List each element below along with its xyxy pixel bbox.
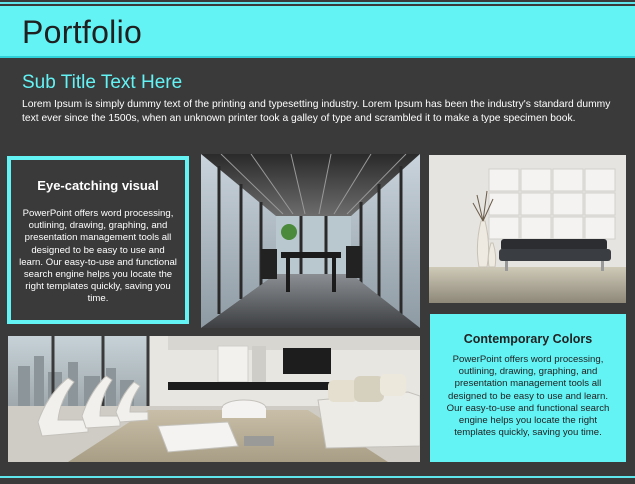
living-room-photo bbox=[8, 336, 420, 462]
card-body: PowerPoint offers word processing, outlining, drawing, graphing, and presentation management tools all designed to be easy to use and learn. Our easy-to-use and functional search engine helps you locate the right templates quickly, saving you time. bbox=[19, 208, 177, 305]
office-interior-photo bbox=[201, 154, 420, 328]
intro-paragraph: Lorem Ipsum is simply dummy text of the printing and typesetting industry. Lorem Ipsum has been the industry's standard dummy text ever since the 1500s, when an unknown printer took a galley of type and scrambled it to make a type specimen book. bbox=[22, 99, 611, 124]
top-accent-line bbox=[0, 2, 635, 4]
card-title: Contemporary Colors bbox=[463, 332, 593, 346]
card-body: PowerPoint offers word processing, outlining, drawing, graphing, and presentation management tools all designed to be easy to use and learn. Our easy-to-use and functional search engine helps you locate the right templates quickly, saving you time. bbox=[446, 354, 610, 439]
bottom-accent-line bbox=[0, 476, 635, 478]
card-contemporary-colors bbox=[430, 314, 626, 462]
lounge-sofa-photo bbox=[429, 155, 626, 303]
page-title: Portfolio bbox=[22, 14, 143, 50]
card-title: Eye-catching visual bbox=[37, 178, 159, 193]
subtitle: Sub Title Text Here bbox=[22, 72, 183, 93]
card-eye-catching-visual bbox=[7, 156, 189, 324]
header-bar bbox=[0, 6, 635, 58]
